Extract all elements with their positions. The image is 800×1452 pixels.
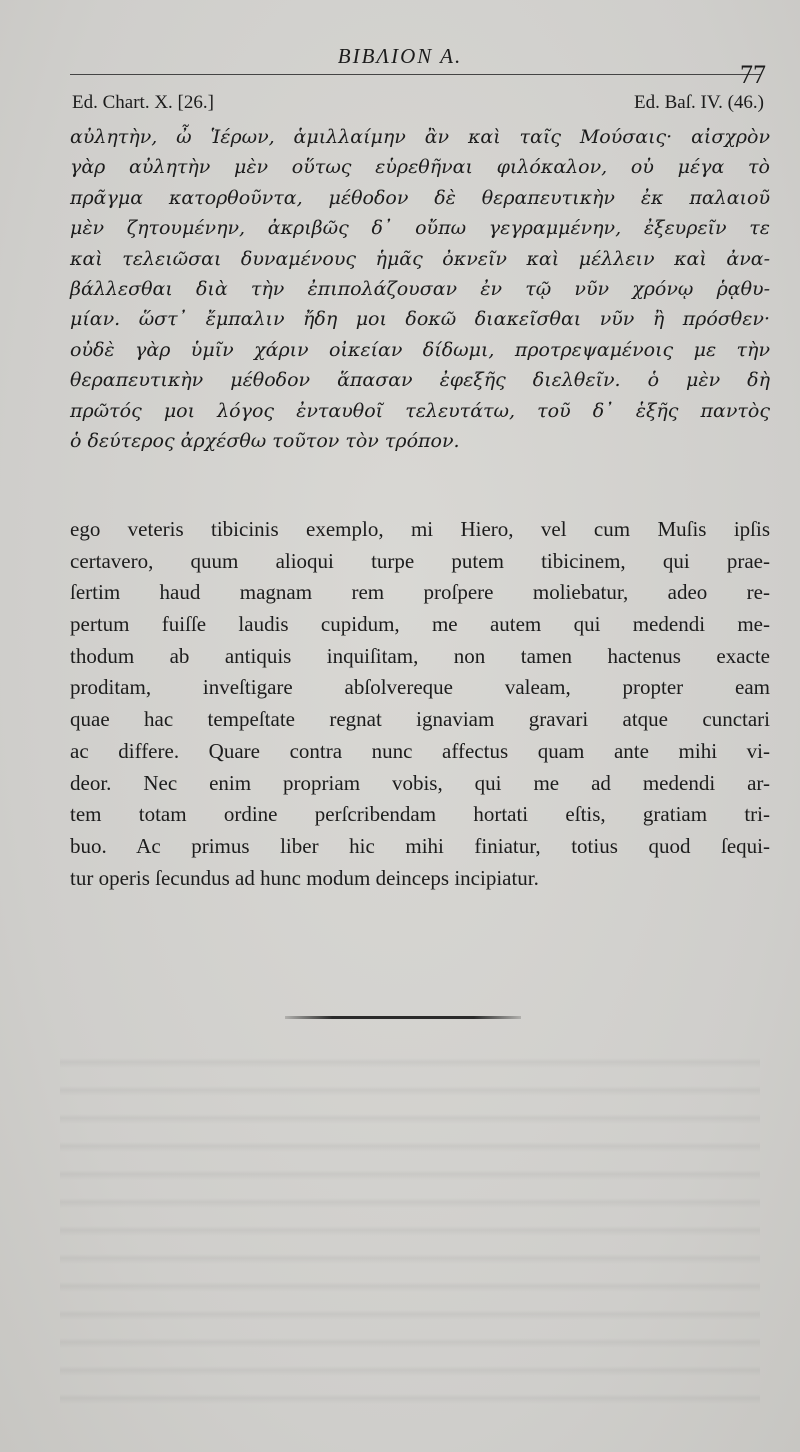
bleed-through-texture: [60, 1040, 760, 1420]
latin-line: tur operis ſecundus ad hunc modum deinceps incipiatur.: [70, 865, 539, 890]
edition-reference-left: Ed. Chart. X. [26.]: [72, 92, 214, 113]
page-number: 77: [740, 60, 766, 89]
greek-line: οὐδὲ γὰρ ὑμῖν χάριν οἰκείαν δίδωμι, προτρεψαμένοις με τὴν: [70, 338, 770, 361]
greek-line: καὶ τελειῶσαι δυναμένους ἡμᾶς ὀκνεῖν καὶ μέλλειν καὶ ἀνα-: [70, 247, 770, 270]
greek-line: μὲν ζητουμένην, ἀκριβῶς δ᾽ οὔπω γεγραμμένην, ἐξευρεῖν τε: [70, 217, 770, 240]
latin-line: certavero, quum alioqui turpe putem tibicinem, qui prae-: [70, 548, 770, 573]
latin-line: ſertim haud magnam rem proſpere moliebatur, adeo re-: [70, 580, 770, 605]
end-of-book-rule: [285, 1016, 521, 1019]
latin-line: ac differe. Quare contra nunc affectus quam ante mihi vi-: [70, 738, 770, 763]
latin-line: ego veteris tibicinis exemplo, mi Hiero, vel cum Muſis ipſis: [70, 517, 770, 541]
latin-line: pertum fuiſſe laudis cupidum, me autem qui medendi me-: [70, 612, 770, 637]
latin-line: buo. Ac primus liber hic mihi finiatur, totius quod ſequi-: [70, 833, 770, 858]
greek-line: θεραπευτικὴν μέθοδον ἅπασαν ἐφεξῆς διελθεῖν. ὁ μὲν δὴ: [70, 369, 770, 392]
greek-line: βάλλεσθαι διὰ τὴν ἐπιπολάζουσαν ἐν τῷ νῦν χρόνῳ ῥᾳθυ-: [70, 277, 770, 300]
greek-text-block: [70, 122, 770, 456]
greek-line: αὐλητὴν, ὦ Ἱέρων, ἁμιλλαίμην ἂν καὶ ταῖς Μούσαις· αἰσχρὸν: [70, 126, 770, 148]
latin-line: thodum ab antiquis inquiſitam, non tamen hactenus exacte: [70, 643, 770, 668]
running-title: ΒΙΒΛΙΟΝ Α.: [337, 44, 463, 68]
greek-line: γὰρ αὐλητὴν μὲν οὕτως εὑρεθῆναι φιλόκαλον, οὐ μέγα τὸ: [70, 156, 770, 179]
latin-text-block: [70, 514, 770, 894]
latin-line: proditam, inveſtigare abſolvereque valeam, propter eam: [70, 675, 770, 700]
latin-line: deor. Nec enim propriam vobis, qui me ad medendi ar-: [70, 770, 770, 795]
header-rule: [70, 74, 760, 75]
greek-line: πρᾶγμα κατορθοῦντα, μέθοδον δὲ θεραπευτικὴν ἐκ παλαιοῦ: [70, 186, 770, 209]
greek-line: πρῶτός μοι λόγος ἐνταυθοῖ τελευτάτω, τοῦ δ᾽ ἑξῆς παντὸς: [70, 399, 770, 422]
greek-line: ὁ δεύτερος ἀρχέσθω τοῦτον τὸν τρόπον.: [70, 429, 460, 452]
greek-line: μίαν. ὥστ᾽ ἔμπαλιν ἤδη μοι δοκῶ διακεῖσθαι νῦν ἢ πρόσθεν·: [70, 308, 770, 331]
latin-line: quae hac tempeſtate regnat ignaviam gravari atque cunctari: [70, 707, 770, 732]
latin-line: tem totam ordine perſcribendam hortati eſtis, gratiam tri-: [70, 802, 770, 827]
edition-reference-right: Ed. Baſ. IV. (46.): [634, 92, 764, 113]
